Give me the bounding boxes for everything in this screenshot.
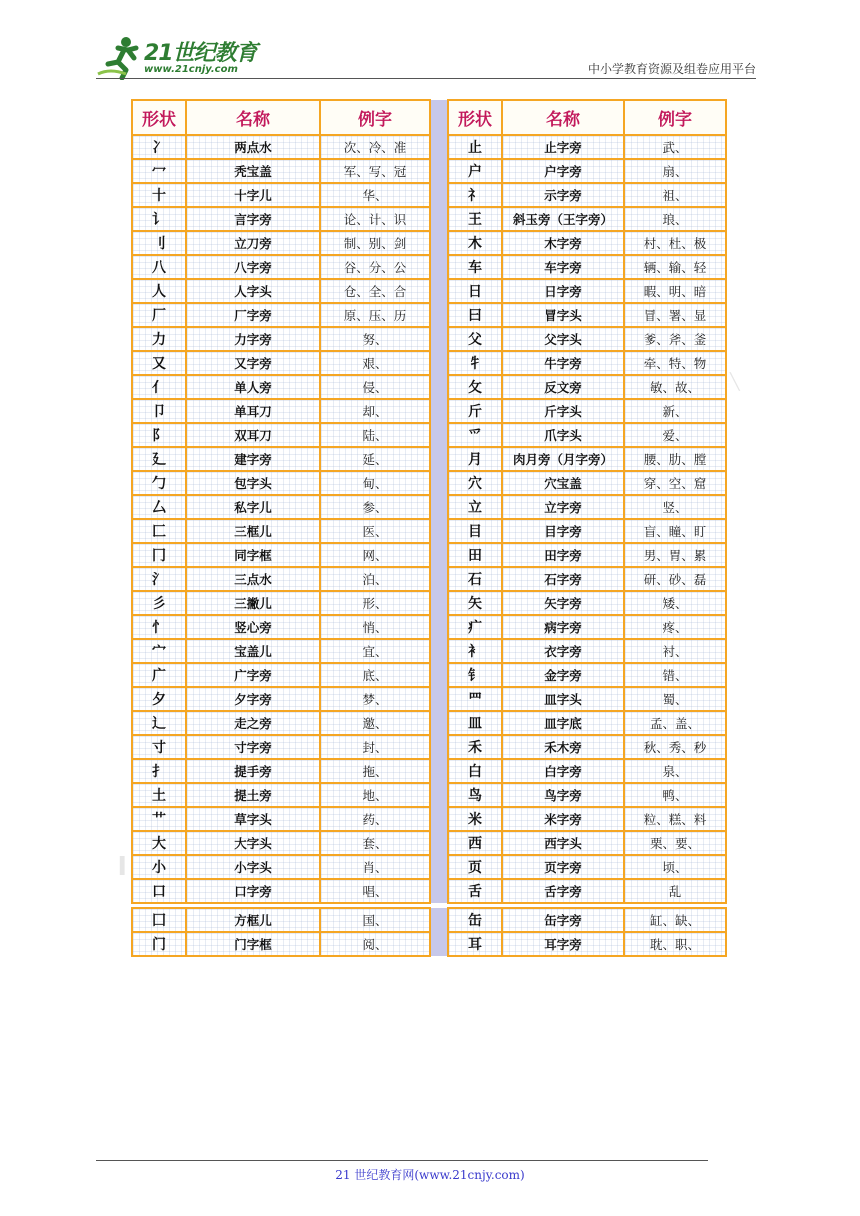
column-divider <box>430 663 448 687</box>
radical-shape: 亻 <box>132 375 186 399</box>
column-divider <box>430 327 448 351</box>
radical-name: 西字头 <box>502 831 624 855</box>
radical-examples: 国、 <box>320 908 430 932</box>
radical-name: 鸟字旁 <box>502 783 624 807</box>
radical-examples: 缸、缺、 <box>624 908 726 932</box>
column-divider <box>430 183 448 207</box>
radical-shape: 穴 <box>448 471 502 495</box>
radical-shape: 氵 <box>132 567 186 591</box>
radical-examples: 网、 <box>320 543 430 567</box>
radical-name: 病字旁 <box>502 615 624 639</box>
radical-shape: 厶 <box>132 495 186 519</box>
header-divider <box>96 78 756 79</box>
radical-shape: 广 <box>132 663 186 687</box>
radical-name: 三撇儿 <box>186 591 320 615</box>
radical-shape: 目 <box>448 519 502 543</box>
header-example: 例字 <box>320 100 430 135</box>
radical-name: 两点水 <box>186 135 320 159</box>
radical-shape: 又 <box>132 351 186 375</box>
radical-shape: 刂 <box>132 231 186 255</box>
table-row <box>132 543 726 567</box>
radical-examples: 乱 <box>624 879 726 903</box>
radical-examples: 新、 <box>624 399 726 423</box>
table-row <box>132 932 726 956</box>
radical-name: 目字旁 <box>502 519 624 543</box>
radical-examples: 秋、秀、秒 <box>624 735 726 759</box>
radical-name: 矢字旁 <box>502 591 624 615</box>
radical-shape: 囗 <box>132 908 186 932</box>
radical-examples: 疼、 <box>624 615 726 639</box>
radical-name: 力字旁 <box>186 327 320 351</box>
radical-name: 立字旁 <box>502 495 624 519</box>
radical-shape: 小 <box>132 855 186 879</box>
column-divider <box>430 908 448 932</box>
radical-shape: 扌 <box>132 759 186 783</box>
radical-examples: 爱、 <box>624 423 726 447</box>
radical-examples: 邀、 <box>320 711 430 735</box>
radical-examples: 辆、输、轻 <box>624 255 726 279</box>
radical-name: 广字旁 <box>186 663 320 687</box>
radical-shape: 口 <box>132 879 186 903</box>
table-row <box>132 519 726 543</box>
radical-name: 金字旁 <box>502 663 624 687</box>
column-divider <box>430 855 448 879</box>
platform-title: 中小学教育资源及组卷应用平台 <box>587 62 756 76</box>
radical-name: 宝盖儿 <box>186 639 320 663</box>
radical-name: 斜玉旁（王字旁） <box>502 207 624 231</box>
radical-examples: 次、冷、准 <box>320 135 430 159</box>
column-divider <box>430 207 448 231</box>
radical-shape: 田 <box>448 543 502 567</box>
radical-shape: 王 <box>448 207 502 231</box>
radical-shape: 宀 <box>132 639 186 663</box>
column-divider <box>430 591 448 615</box>
table-row <box>132 759 726 783</box>
radical-examples: 男、胃、累 <box>624 543 726 567</box>
header-example: 例字 <box>624 100 726 135</box>
radical-examples: 艰、 <box>320 351 430 375</box>
logo-url: www.21cnjy.com <box>144 64 238 75</box>
watermark-mark: ▍ <box>120 856 133 875</box>
radical-examples: 研、砂、磊 <box>624 567 726 591</box>
radical-shape: 西 <box>448 831 502 855</box>
column-divider <box>430 615 448 639</box>
radical-shape: 忄 <box>132 615 186 639</box>
radical-name: 三点水 <box>186 567 320 591</box>
radical-shape: 斤 <box>448 399 502 423</box>
radical-examples: 孟、盖、 <box>624 711 726 735</box>
radical-examples: 参、 <box>320 495 430 519</box>
radical-name: 大字头 <box>186 831 320 855</box>
radicals-table-container <box>131 99 727 957</box>
radical-examples: 套、 <box>320 831 430 855</box>
table-row <box>132 375 726 399</box>
radical-examples: 原、压、历 <box>320 303 430 327</box>
header-shape: 形状 <box>448 100 502 135</box>
radical-name: 止字旁 <box>502 135 624 159</box>
column-divider <box>430 375 448 399</box>
column-divider <box>430 495 448 519</box>
table-row <box>132 807 726 831</box>
radical-examples: 肖、 <box>320 855 430 879</box>
radical-name: 缶字旁 <box>502 908 624 932</box>
radical-name: 单人旁 <box>186 375 320 399</box>
column-divider <box>430 687 448 711</box>
column-divider <box>430 399 448 423</box>
radical-shape: 十 <box>132 183 186 207</box>
radical-name: 禾木旁 <box>502 735 624 759</box>
radical-shape: 八 <box>132 255 186 279</box>
radical-examples: 地、 <box>320 783 430 807</box>
radical-name: 小字头 <box>186 855 320 879</box>
table-row <box>132 591 726 615</box>
radical-examples: 宜、 <box>320 639 430 663</box>
radical-examples: 暇、明、暗 <box>624 279 726 303</box>
table-row <box>132 159 726 183</box>
table-row <box>132 908 726 932</box>
table-row <box>132 663 726 687</box>
radical-examples: 努、 <box>320 327 430 351</box>
radical-examples: 论、计、识 <box>320 207 430 231</box>
column-divider <box>430 423 448 447</box>
table-row <box>132 567 726 591</box>
radical-name: 草字头 <box>186 807 320 831</box>
radical-shape: 米 <box>448 807 502 831</box>
radical-shape: 阝 <box>132 423 186 447</box>
radical-shape: 夕 <box>132 687 186 711</box>
runner-logo-icon <box>96 34 144 80</box>
table-row <box>132 855 726 879</box>
column-divider <box>430 879 448 903</box>
column-divider <box>430 567 448 591</box>
radical-name: 厂字旁 <box>186 303 320 327</box>
radical-examples: 华、 <box>320 183 430 207</box>
radical-examples: 冒、署、显 <box>624 303 726 327</box>
radical-name: 包字头 <box>186 471 320 495</box>
radical-name: 提土旁 <box>186 783 320 807</box>
radical-name: 三框儿 <box>186 519 320 543</box>
logo-text: 21世纪教育 <box>144 41 257 66</box>
radical-shape: 卩 <box>132 399 186 423</box>
column-divider <box>430 159 448 183</box>
header-name: 名称 <box>502 100 624 135</box>
radical-shape: 爫 <box>448 423 502 447</box>
table-row <box>132 327 726 351</box>
radical-examples: 阅、 <box>320 932 430 956</box>
radical-shape: 艹 <box>132 807 186 831</box>
radical-name: 舌字旁 <box>502 879 624 903</box>
radical-examples: 泉、 <box>624 759 726 783</box>
column-divider <box>430 231 448 255</box>
radical-examples: 药、 <box>320 807 430 831</box>
radical-examples: 竖、 <box>624 495 726 519</box>
column-divider <box>430 932 448 956</box>
radical-shape: 曰 <box>448 303 502 327</box>
table-row <box>132 183 726 207</box>
radical-examples: 拖、 <box>320 759 430 783</box>
radical-name: 秃宝盖 <box>186 159 320 183</box>
radical-shape: 页 <box>448 855 502 879</box>
radical-shape: 冂 <box>132 543 186 567</box>
table-row <box>132 639 726 663</box>
radical-shape: 彡 <box>132 591 186 615</box>
radical-examples: 却、 <box>320 399 430 423</box>
radical-name: 走之旁 <box>186 711 320 735</box>
column-divider <box>430 783 448 807</box>
radical-name: 十字儿 <box>186 183 320 207</box>
radical-shape: 月 <box>448 447 502 471</box>
radical-shape: 舌 <box>448 879 502 903</box>
radical-name: 田字旁 <box>502 543 624 567</box>
radical-examples: 矮、 <box>624 591 726 615</box>
radical-shape: 户 <box>448 159 502 183</box>
column-divider <box>430 519 448 543</box>
radical-examples: 腰、肋、膛 <box>624 447 726 471</box>
radical-shape: 大 <box>132 831 186 855</box>
table-row <box>132 255 726 279</box>
radical-examples: 粒、糕、料 <box>624 807 726 831</box>
table-row <box>132 351 726 375</box>
radical-examples: 武、 <box>624 135 726 159</box>
radical-shape: 辶 <box>132 711 186 735</box>
radical-shape: 矢 <box>448 591 502 615</box>
radical-examples: 延、 <box>320 447 430 471</box>
column-divider <box>430 351 448 375</box>
radical-shape: 力 <box>132 327 186 351</box>
radical-shape: 车 <box>448 255 502 279</box>
radical-shape: 衤 <box>448 639 502 663</box>
radical-name: 立刀旁 <box>186 231 320 255</box>
table-row <box>132 447 726 471</box>
radical-examples: 陆、 <box>320 423 430 447</box>
radical-name: 示字旁 <box>502 183 624 207</box>
radical-name: 皿字头 <box>502 687 624 711</box>
column-divider <box>430 279 448 303</box>
table-row <box>132 495 726 519</box>
radical-examples: 扇、 <box>624 159 726 183</box>
radical-name: 私字儿 <box>186 495 320 519</box>
radical-shape: 耳 <box>448 932 502 956</box>
radical-name: 户字旁 <box>502 159 624 183</box>
radical-name: 爪字头 <box>502 423 624 447</box>
radical-shape: 钅 <box>448 663 502 687</box>
table-row <box>132 615 726 639</box>
table-row <box>132 711 726 735</box>
table-row <box>132 399 726 423</box>
radical-examples: 祖、 <box>624 183 726 207</box>
radical-name: 牛字旁 <box>502 351 624 375</box>
column-divider <box>430 100 448 135</box>
column-divider <box>430 543 448 567</box>
table-row <box>132 687 726 711</box>
table-row <box>132 879 726 903</box>
radical-shape: 冖 <box>132 159 186 183</box>
radical-examples: 顷、 <box>624 855 726 879</box>
radical-examples: 耽、职、 <box>624 932 726 956</box>
column-divider <box>430 135 448 159</box>
watermark-mark: ╲ <box>730 372 740 391</box>
radical-name: 双耳刀 <box>186 423 320 447</box>
radical-shape: 礻 <box>448 183 502 207</box>
radical-shape: 白 <box>448 759 502 783</box>
radical-shape: 父 <box>448 327 502 351</box>
table-row <box>132 735 726 759</box>
radical-examples: 侵、 <box>320 375 430 399</box>
radical-shape: 人 <box>132 279 186 303</box>
radical-shape: 木 <box>448 231 502 255</box>
radical-shape: 日 <box>448 279 502 303</box>
radical-name: 建字旁 <box>186 447 320 471</box>
column-divider <box>430 303 448 327</box>
radical-name: 斤字头 <box>502 399 624 423</box>
radical-examples: 衬、 <box>624 639 726 663</box>
radical-examples: 梦、 <box>320 687 430 711</box>
radical-name: 单耳刀 <box>186 399 320 423</box>
radical-shape: 土 <box>132 783 186 807</box>
radical-shape: 鸟 <box>448 783 502 807</box>
header-shape: 形状 <box>132 100 186 135</box>
radical-examples: 军、写、冠 <box>320 159 430 183</box>
footer-divider <box>96 1160 708 1161</box>
radical-examples: 盲、瞳、盯 <box>624 519 726 543</box>
radical-name: 父字头 <box>502 327 624 351</box>
radical-examples: 栗、要、 <box>624 831 726 855</box>
radicals-table <box>131 99 727 957</box>
table-row <box>132 279 726 303</box>
radical-examples: 错、 <box>624 663 726 687</box>
radical-name: 页字旁 <box>502 855 624 879</box>
radical-name: 木字旁 <box>502 231 624 255</box>
radical-examples: 琅、 <box>624 207 726 231</box>
table-header-row <box>132 100 726 135</box>
column-divider <box>430 735 448 759</box>
radical-name: 人字头 <box>186 279 320 303</box>
table-row <box>132 471 726 495</box>
radical-name: 口字旁 <box>186 879 320 903</box>
column-divider <box>430 447 448 471</box>
radical-shape: 厂 <box>132 303 186 327</box>
radical-name: 穴宝盖 <box>502 471 624 495</box>
radical-examples: 穿、空、窟 <box>624 471 726 495</box>
radical-examples: 爹、斧、釜 <box>624 327 726 351</box>
radical-examples: 牵、特、物 <box>624 351 726 375</box>
radical-examples: 悄、 <box>320 615 430 639</box>
radical-shape: 匚 <box>132 519 186 543</box>
column-divider <box>430 255 448 279</box>
radical-examples: 形、 <box>320 591 430 615</box>
radical-examples: 谷、分、公 <box>320 255 430 279</box>
radical-examples: 唱、 <box>320 879 430 903</box>
radical-shape: 缶 <box>448 908 502 932</box>
radical-name: 冒字头 <box>502 303 624 327</box>
radical-shape: 牜 <box>448 351 502 375</box>
radical-name: 提手旁 <box>186 759 320 783</box>
radical-name: 衣字旁 <box>502 639 624 663</box>
column-divider <box>430 759 448 783</box>
column-divider <box>430 831 448 855</box>
radical-examples: 仓、全、合 <box>320 279 430 303</box>
radical-name: 八字旁 <box>186 255 320 279</box>
radical-shape: 门 <box>132 932 186 956</box>
table-row <box>132 231 726 255</box>
radical-shape: 廴 <box>132 447 186 471</box>
radical-shape: 讠 <box>132 207 186 231</box>
column-divider <box>430 471 448 495</box>
radical-name: 言字旁 <box>186 207 320 231</box>
radical-examples: 医、 <box>320 519 430 543</box>
radical-examples: 村、杜、极 <box>624 231 726 255</box>
radical-name: 竖心旁 <box>186 615 320 639</box>
radical-examples: 敏、故、 <box>624 375 726 399</box>
radical-name: 寸字旁 <box>186 735 320 759</box>
radical-shape: 立 <box>448 495 502 519</box>
radical-shape: 禾 <box>448 735 502 759</box>
table-row <box>132 303 726 327</box>
radical-name: 日字旁 <box>502 279 624 303</box>
radical-shape: 石 <box>448 567 502 591</box>
radical-name: 又字旁 <box>186 351 320 375</box>
radical-name: 夕字旁 <box>186 687 320 711</box>
radical-name: 白字旁 <box>502 759 624 783</box>
radical-name: 石字旁 <box>502 567 624 591</box>
column-divider <box>430 639 448 663</box>
radical-name: 方框儿 <box>186 908 320 932</box>
radical-shape: 罒 <box>448 687 502 711</box>
radical-examples: 封、 <box>320 735 430 759</box>
radical-examples: 鸭、 <box>624 783 726 807</box>
radical-shape: 疒 <box>448 615 502 639</box>
radical-name: 米字旁 <box>502 807 624 831</box>
radical-examples: 蜀、 <box>624 687 726 711</box>
radical-shape: 冫 <box>132 135 186 159</box>
radical-name: 车字旁 <box>502 255 624 279</box>
table-row <box>132 135 726 159</box>
radical-examples: 泊、 <box>320 567 430 591</box>
table-row <box>132 207 726 231</box>
radical-name: 门字框 <box>186 932 320 956</box>
radical-name: 反文旁 <box>502 375 624 399</box>
footer-text[interactable]: 21 世纪教育网(www.21cnjy.com) <box>335 1168 525 1182</box>
table-row <box>132 423 726 447</box>
column-divider <box>430 807 448 831</box>
radical-examples: 制、别、剑 <box>320 231 430 255</box>
table-row <box>132 831 726 855</box>
column-divider <box>430 711 448 735</box>
radical-name: 皿字底 <box>502 711 624 735</box>
table-row <box>132 783 726 807</box>
site-logo[interactable] <box>96 34 266 80</box>
radical-shape: 攵 <box>448 375 502 399</box>
radical-shape: 皿 <box>448 711 502 735</box>
radical-shape: 寸 <box>132 735 186 759</box>
radical-examples: 甸、 <box>320 471 430 495</box>
radical-name: 肉月旁（月字旁） <box>502 447 624 471</box>
radical-shape: 勹 <box>132 471 186 495</box>
radical-shape: 止 <box>448 135 502 159</box>
header-name: 名称 <box>186 100 320 135</box>
radical-examples: 底、 <box>320 663 430 687</box>
radical-name: 同字框 <box>186 543 320 567</box>
radical-name: 耳字旁 <box>502 932 624 956</box>
